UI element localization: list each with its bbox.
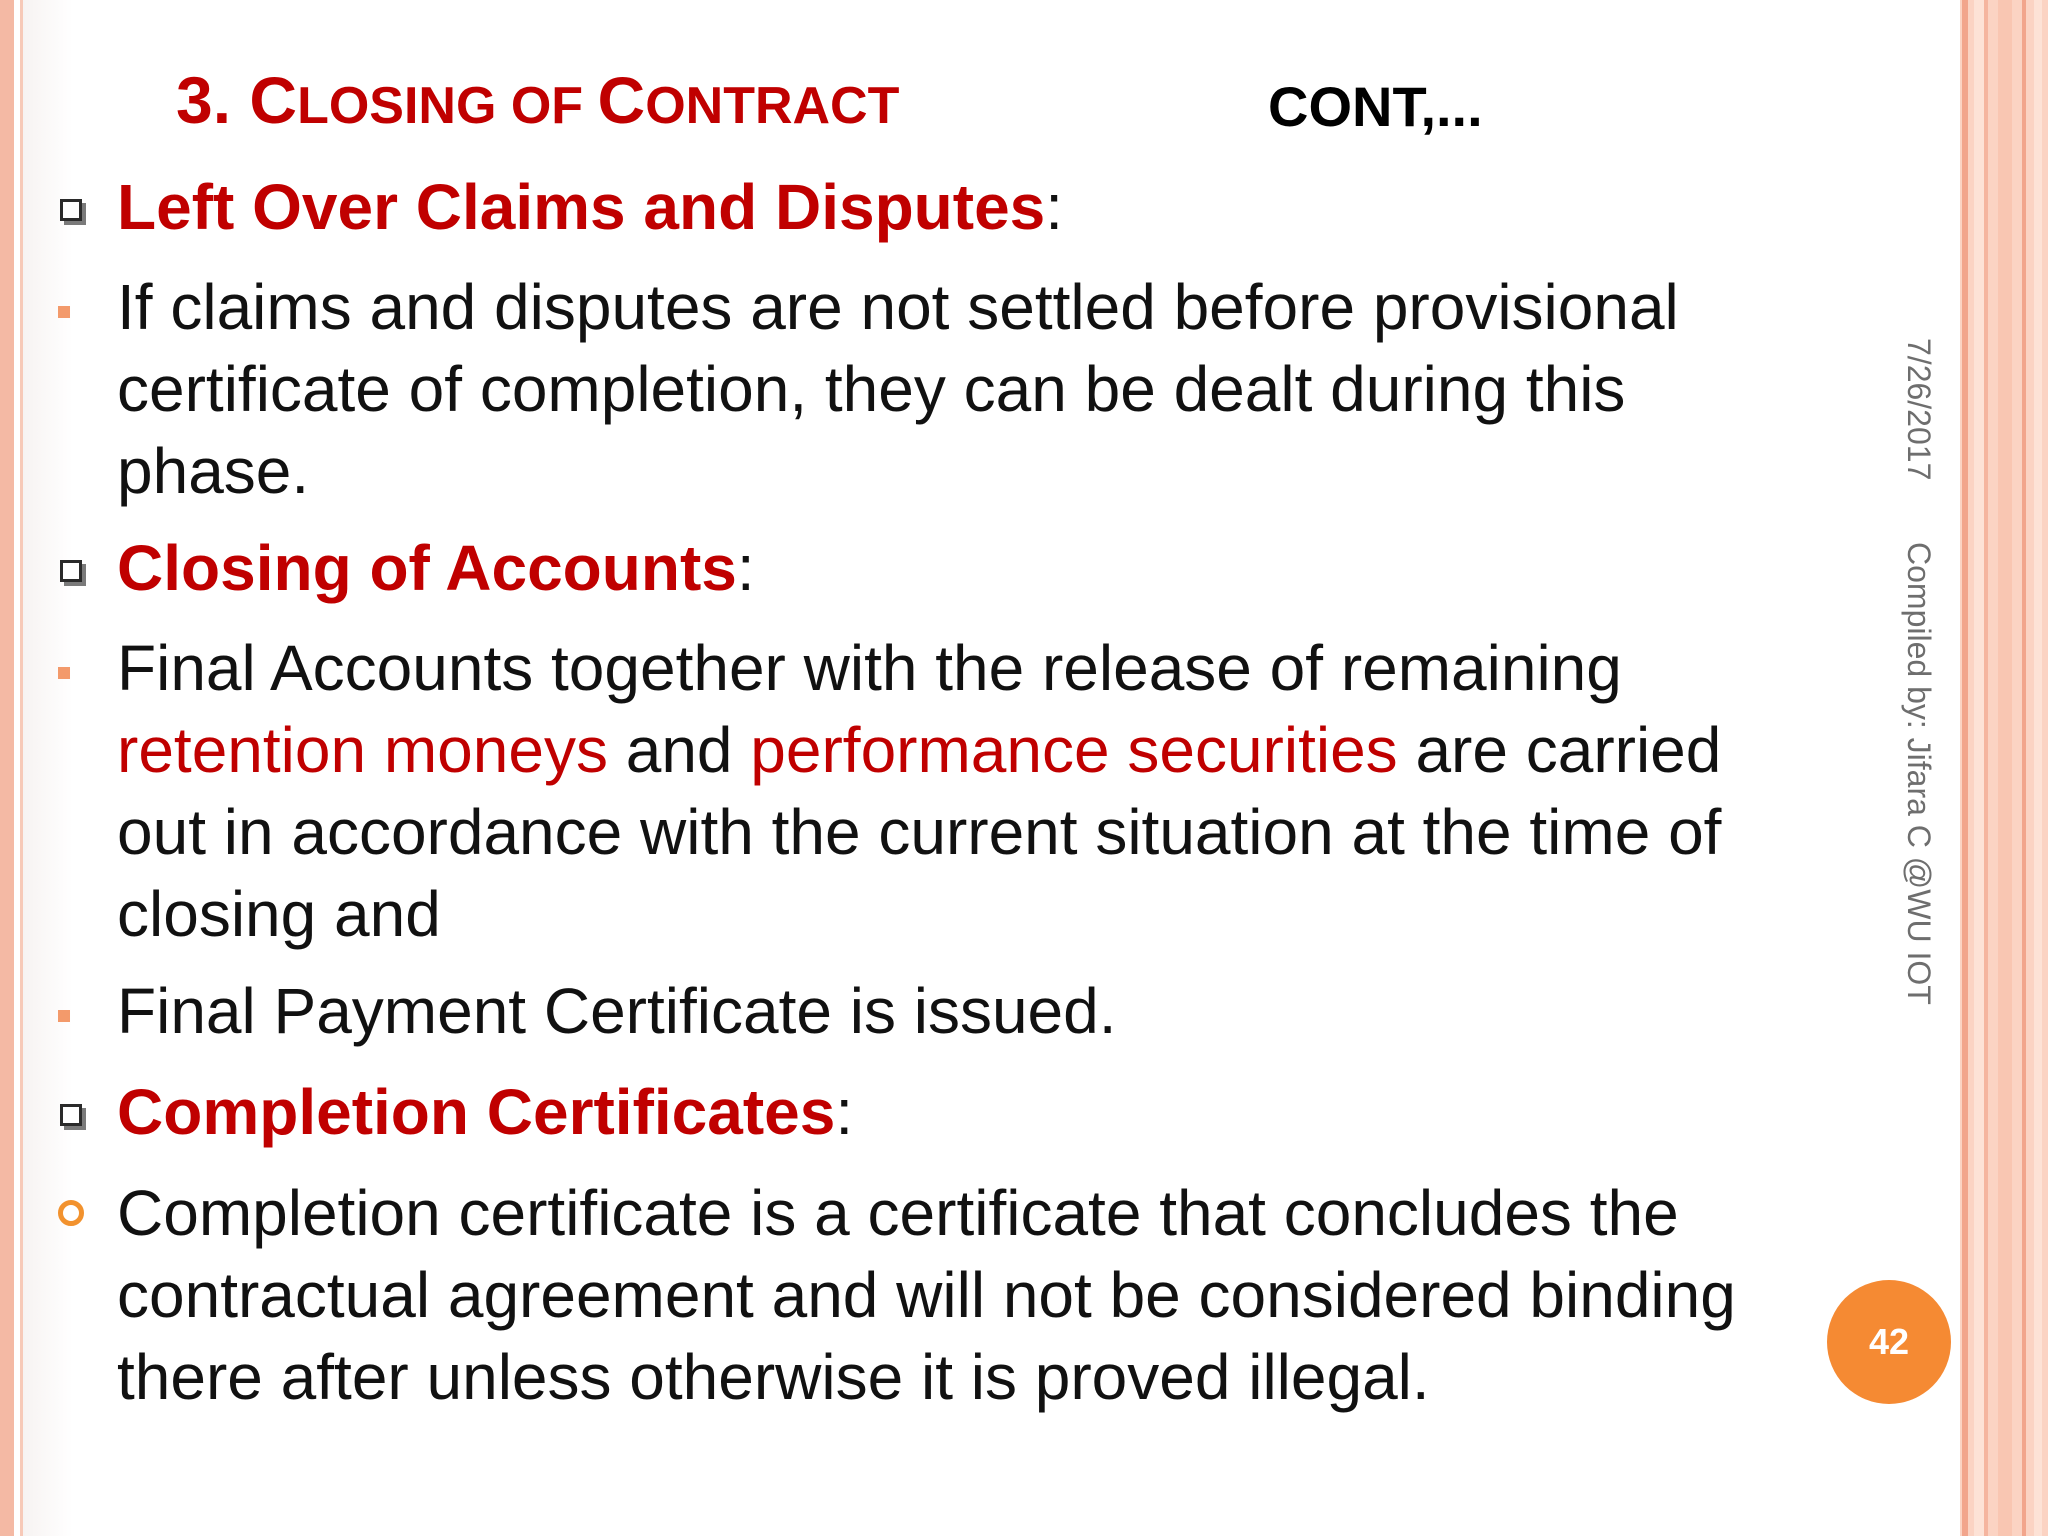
title-smallcaps: LOSING OF (297, 77, 598, 135)
heading-text: Completion Certificates (117, 1076, 836, 1148)
heading-colon: : (835, 1076, 854, 1148)
title-cap: C (597, 63, 646, 137)
square-bullet-icon (60, 199, 82, 221)
body-line: Final Accounts together with the release of remaining (117, 632, 1622, 704)
slide-title (176, 62, 899, 138)
highlight-retention-moneys: retention moneys (117, 714, 608, 786)
slide-author-credit: Compiled by: Jifara C @WU IOT (1901, 542, 1937, 1005)
title-continued: CONT,... (1268, 75, 1483, 138)
right-frame-stripe (1974, 0, 1984, 1536)
heading-colon: : (1045, 171, 1064, 243)
body-text: are carried (1397, 714, 1722, 786)
small-square-bullet-icon (58, 306, 70, 318)
small-square-bullet-icon (58, 667, 70, 679)
body-line: If claims and disputes are not settled before provisional (117, 271, 1679, 343)
body-text: and (607, 714, 751, 786)
body-line (117, 709, 1721, 791)
square-bullet-icon (60, 560, 82, 582)
left-shade (23, 0, 73, 1536)
section-heading (117, 1071, 853, 1153)
square-bullet-icon (60, 1104, 82, 1126)
body-line: certificate of completion, they can be dealt during this (117, 353, 1626, 425)
heading-colon: : (736, 532, 755, 604)
right-frame-stripe (1984, 0, 1988, 1536)
body-line: out in accordance with the current situation at the time of (117, 796, 1722, 868)
body-line: there after unless otherwise it is proved illegal. (117, 1341, 1430, 1413)
small-square-bullet-icon (58, 1010, 70, 1022)
title-cap: C (249, 63, 298, 137)
title-number: 3. (176, 63, 250, 137)
left-decorative-rule (0, 0, 14, 1536)
highlight-performance-securities: performance securities (750, 714, 1398, 786)
page-number: 42 (1868, 1321, 1910, 1362)
slide-date: 7/26/2017 (1901, 338, 1937, 481)
right-frame-stripe (2034, 0, 2042, 1536)
right-frame-stripe (2022, 0, 2026, 1536)
heading-text: Closing of Accounts (117, 532, 737, 604)
body-line: Final Payment Certificate is issued. (117, 975, 1117, 1047)
body-line: contractual agreement and will not be considered binding (117, 1259, 1736, 1331)
title-smallcaps: ONTRACT (645, 77, 900, 135)
body-line: closing and (117, 878, 441, 950)
right-frame-stripe (1998, 0, 2012, 1536)
heading-text: Left Over Claims and Disputes (117, 171, 1046, 243)
section-heading (117, 166, 1063, 248)
body-line: Completion certificate is a certificate that concludes the (117, 1177, 1679, 1249)
section-heading (117, 527, 755, 609)
circle-bullet-icon (58, 1200, 84, 1226)
page-number-badge (1827, 1280, 1951, 1404)
right-frame-stripe (1962, 0, 1968, 1536)
body-line: phase. (117, 435, 310, 507)
